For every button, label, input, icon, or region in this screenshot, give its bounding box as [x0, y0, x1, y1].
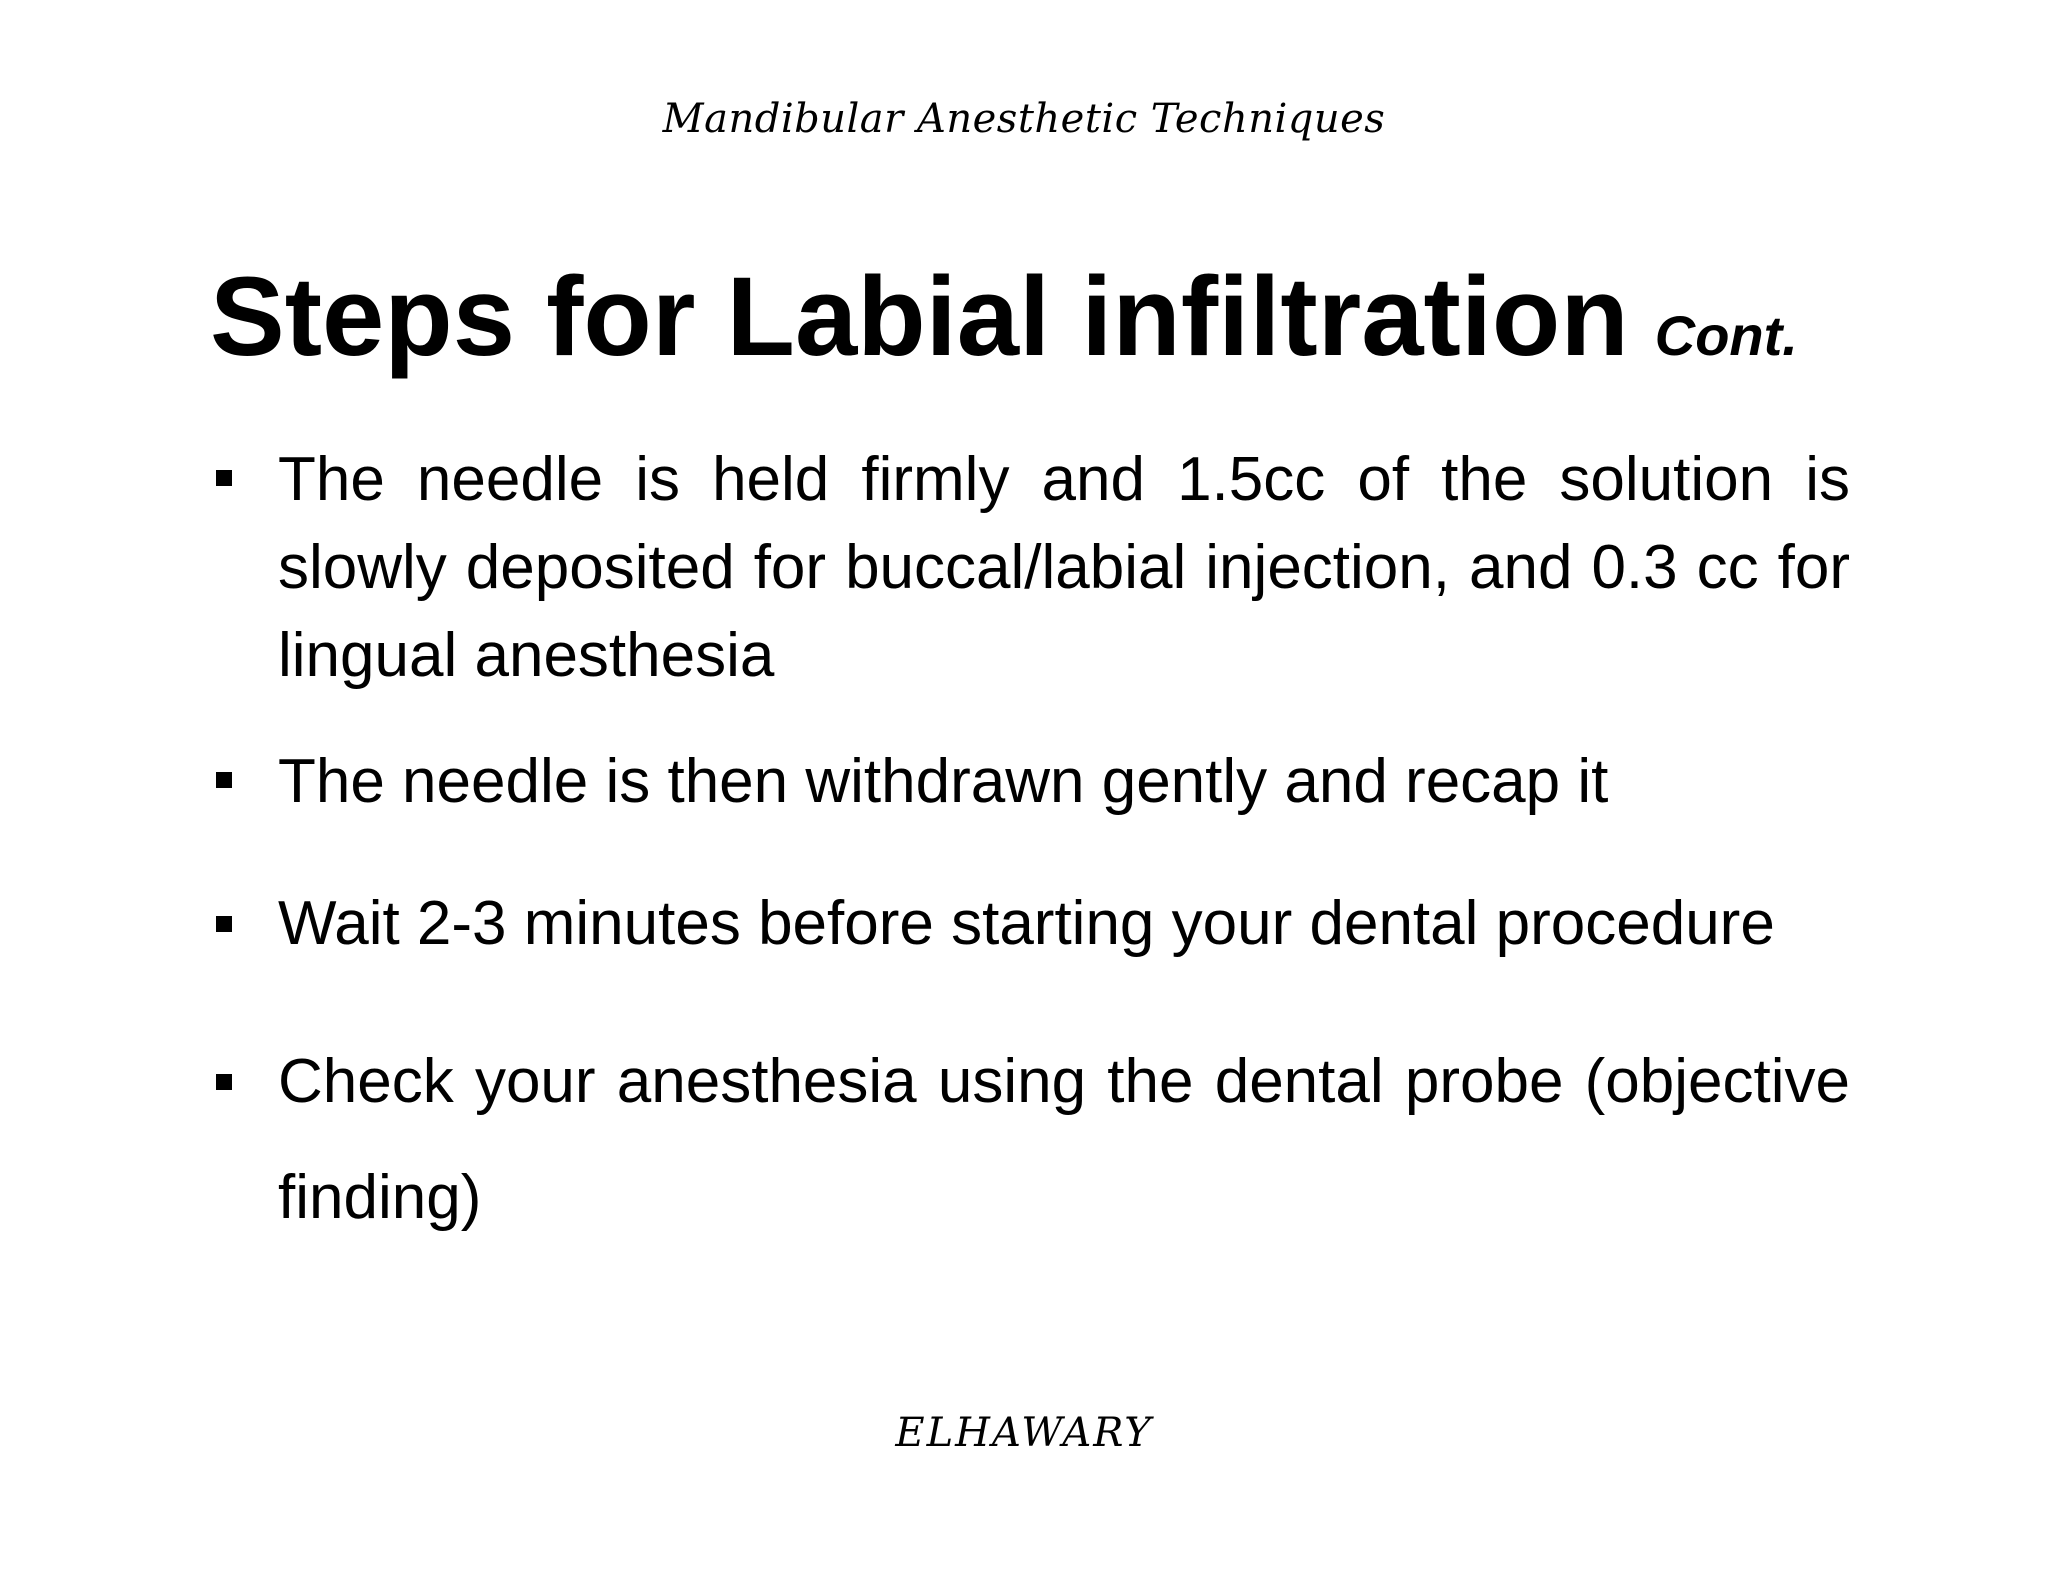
bullet-text: The needle is then withdrawn gently and recap it — [278, 747, 1609, 816]
bullet-text: The needle is held firmly and 1.5cc of the solution is slowly deposited for buccal/labial injection, and 0.3 cc for lingual anesthesia — [278, 445, 1850, 690]
bullet-text: Check your anesthesia using the dental probe (objective finding) — [278, 1047, 1850, 1232]
bullet-item — [210, 738, 1850, 826]
bullet-list — [210, 436, 1850, 1256]
bullet-text: Wait 2-3 minutes before starting your dental procedure — [278, 889, 1775, 958]
title-cont-suffix: Cont. — [1654, 304, 1798, 367]
bullet-item — [210, 436, 1850, 700]
square-bullet-icon — [216, 1074, 232, 1090]
bullet-item — [210, 866, 1850, 982]
square-bullet-icon — [216, 470, 232, 486]
slide-header: Mandibular Anesthetic Techniques — [662, 96, 1386, 142]
slide-footer: ELHAWARY — [895, 1410, 1153, 1456]
slide-title — [210, 252, 1870, 401]
square-bullet-icon — [216, 916, 232, 932]
square-bullet-icon — [216, 772, 232, 788]
bullet-item — [210, 1024, 1850, 1256]
title-main: Steps for Labial infiltration — [210, 254, 1629, 379]
